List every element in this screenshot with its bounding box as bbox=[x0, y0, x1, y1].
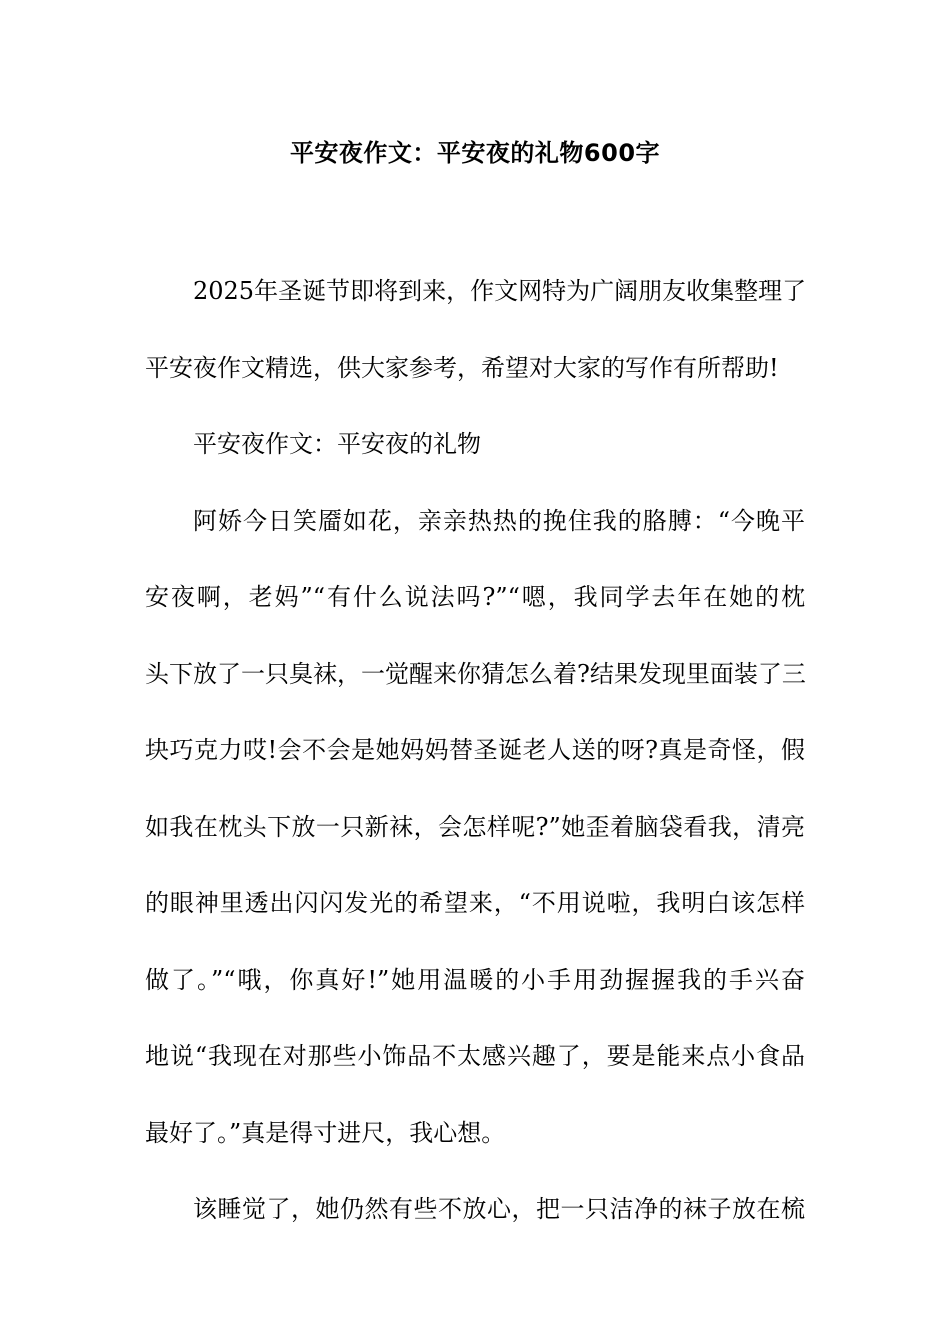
paragraph-line: 地说“我现在对那些小饰品不太感兴趣了，要是能来点小食品 bbox=[145, 1042, 805, 1070]
paragraph-line: 2025年圣诞节即将到来，作文网特为广阔朋友收集整理了 bbox=[193, 277, 807, 305]
paragraph-line: 平安夜作文精选，供大家参考，希望对大家的写作有所帮助! bbox=[145, 353, 779, 382]
paragraph-line: 阿娇今日笑靥如花，亲亲热热的挽住我的胳膊：“今晚平 bbox=[193, 506, 805, 535]
paragraph-line: 最好了。”真是得寸进尺，我心想。 bbox=[145, 1118, 506, 1147]
paragraph-intro bbox=[145, 253, 805, 406]
paragraph-line: 做了。”“哦，你真好!”她用温暖的小手用劲握握我的手兴奋 bbox=[145, 965, 805, 994]
paragraph-line: 的眼神里透出闪闪发光的希望来，“不用说啦，我明白该怎样 bbox=[145, 889, 805, 917]
paragraph-subtitle bbox=[145, 406, 805, 483]
paragraph-line: 块巧克力哎!会不会是她妈妈替圣诞老人送的呀?真是奇怪，假 bbox=[145, 736, 805, 764]
paragraph-line: 安夜啊，老妈”“有什么说法吗?”“嗯，我同学去年在她的枕 bbox=[145, 583, 805, 611]
document-title: 平安夜作文：平安夜的礼物600字 bbox=[289, 139, 661, 167]
paragraph-line: 平安夜作文：平安夜的礼物 bbox=[193, 430, 481, 458]
paragraph-story bbox=[145, 483, 805, 1172]
paragraph-line: 该睡觉了，她仍然有些不放心，把一只洁净的袜子放在梳 bbox=[193, 1195, 805, 1223]
paragraph-continuation bbox=[145, 1171, 805, 1248]
document-body bbox=[145, 253, 805, 1248]
paragraph-line: 如我在枕头下放一只新袜，会怎样呢?”她歪着脑袋看我，清亮 bbox=[145, 812, 805, 841]
paragraph-line: 头下放了一只臭袜，一觉醒来你猜怎么着?结果发现里面装了三 bbox=[145, 659, 806, 688]
